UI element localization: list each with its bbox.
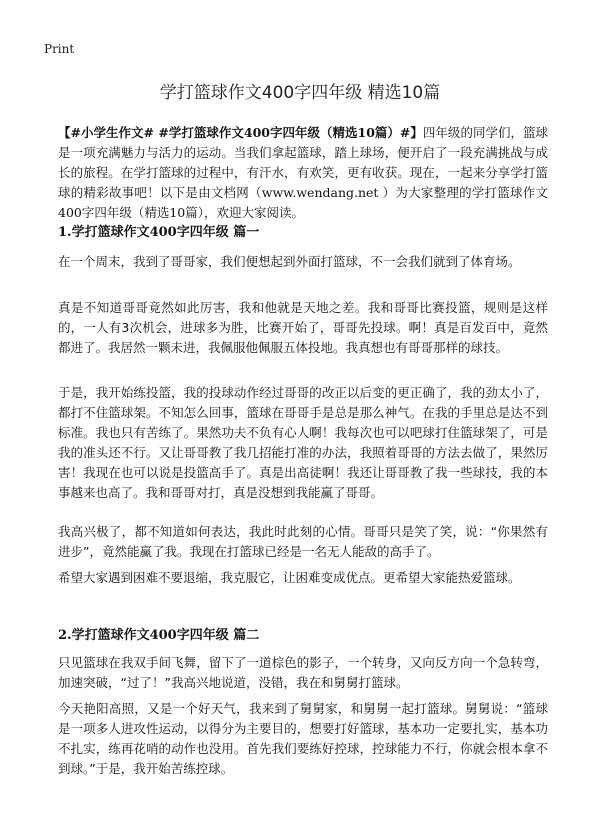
- section-2-paragraph: 今天艳阳高照，又是一个好天气，我来到了舅舅家，和舅舅一起打篮球。舅舅说：“篮球是一项多人进攻性运动，以得分为主要目的，想要打好篮球，基本功一定要扎实，基本功不扎实，练再花哨的动作也没用。首先我们要练好控球，控球能力不行，你就会根本拿不到球。”于是，我开始苦练控球。: [58, 701, 548, 776]
- print-link[interactable]: Print: [44, 42, 75, 56]
- intro-tag: 【#小学生作文# #学打篮球作文400字四年级（精选10篇）#】: [58, 125, 423, 140]
- section-1-paragraph: 希望大家遇到困难不要退缩，我克服它，让困难变成优点。更希望大家能热爱篮球。: [58, 570, 521, 585]
- section-1-paragraph: 我高兴极了，都不知道如何表达，我此时此刻的心情。哥哥只是笑了笑，说：“你果然有进步”，竟然能赢了我。我现在打篮球已经是一名无人能敌的高手了。: [58, 524, 548, 559]
- section-heading-1: 1.学打篮球作文400字四年级 篇一: [58, 225, 260, 240]
- page-title: 学打篮球作文400字四年级 精选10篇: [159, 83, 441, 103]
- intro-text: 四年级的同学们，篮球是一项充满魅力与活力的运动。当我们拿起篮球，踏上球场，便开启了一段充满挑战与成长的旅程。在学打篮球的过程中，有汗水，有欢笑，更有收获。现在，一起来分享学打篮球的精彩故事吧！以下是由文档网（www.wendang.net ）为大家整理的学打篮球作文400字四年级（精选10篇），欢迎大家阅读。: [58, 125, 548, 220]
- section-1-paragraph: 在一个周末，我到了哥哥家，我们便想起到外面打篮球，不一会我们就到了体育场。: [58, 254, 521, 269]
- section-2-paragraph: 只见篮球在我双手间飞舞，留下了一道棕色的影子，一个转身，又向反方向一个急转弯，加速突破，“过了！”我高兴地说道，没错，我在和舅舅打篮球。: [58, 655, 548, 690]
- section-1-paragraph: 真是不知道哥哥竟然如此厉害，我和他就是天地之差。我和哥哥比赛投篮，规则是这样的，一人有3次机会，进球多为胜，比赛开始了，哥哥先投球。啊！真是百发百中，竟然都进了。我居然一颗未进，我佩服他佩服五体投地。我真想也有哥哥那样的球技。: [58, 300, 548, 355]
- intro-paragraph: [58, 123, 548, 223]
- section-1-paragraph: 于是，我开始练投篮，我的投球动作经过哥哥的改正以后变的更正确了，我的劲太小了，都打不住篮球架。不知怎么回事，篮球在哥哥手是总是那么神气。在我的手里总是达不到标准。我也只有苦练了。果然功夫不负有心人啊！我每次也可以吧球打住篮球架了，可是我的准头还不行。又让哥哥教了我几招能打准的办法，我照着哥哥的方法去做了，果然厉害！我现在也可以说是投篮高手了。真是出高徒啊！我还让哥哥教了我一些球技，我的本事越来也高了。我和哥哥对打，真是没想到我能赢了哥哥。: [58, 385, 548, 500]
- section-heading-2: 2.学打篮球作文400字四年级 篇二: [58, 628, 260, 643]
